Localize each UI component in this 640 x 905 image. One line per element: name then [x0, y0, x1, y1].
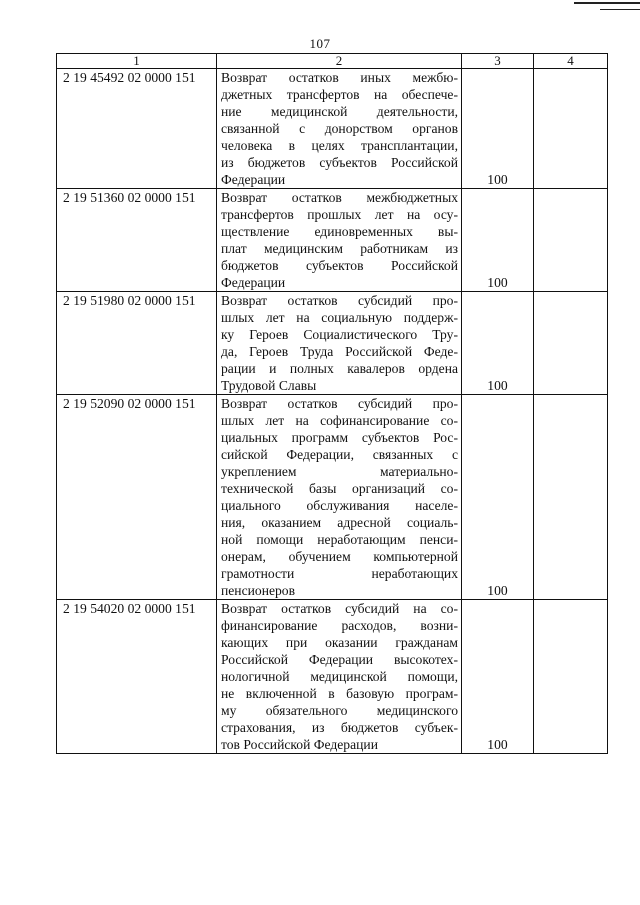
description-line: циальных программ субъектов Рос- [221, 430, 458, 445]
description-line: трансфертов прошлых лет на осу- [221, 207, 458, 222]
description-line: да, Героев Труда Российской Феде- [221, 344, 458, 359]
description-line: ществление единовременных вы- [221, 224, 458, 239]
table-row [57, 292, 608, 395]
description-cell [217, 69, 462, 189]
description-line: бюджетов субъектов Российской [221, 258, 458, 273]
description-line: Трудовой Славы [221, 378, 317, 393]
budget-code-cell: 2 19 51360 02 0000 151 [57, 189, 217, 292]
description-cell [217, 600, 462, 754]
amount-cell: 100 [462, 395, 534, 600]
budget-codes-table [56, 53, 608, 754]
amount-cell: 100 [462, 600, 534, 754]
column-header-2: 2 [217, 54, 462, 69]
column-header-3: 3 [462, 54, 534, 69]
table-row [57, 600, 608, 754]
page-number: 107 [309, 36, 331, 51]
description-line: ку Героев Социалистического Тру- [221, 327, 458, 342]
description-line: человека в целях трансплантации, [221, 138, 458, 153]
description-line: плат медицинским работникам из [221, 241, 458, 256]
description-line: Возврат остатков иных межбю- [221, 70, 458, 85]
description-line: Возврат остатков межбюджетных [221, 190, 458, 205]
description-line: онерам, обучением компьютерной [221, 549, 458, 564]
budget-code-cell: 2 19 54020 02 0000 151 [57, 600, 217, 754]
description-line: рации и полных кавалеров ордена [221, 361, 458, 376]
column-header-4: 4 [534, 54, 608, 69]
description-line: ной помощи неработающим пенси- [221, 532, 458, 547]
table-row [57, 395, 608, 600]
budget-code-cell: 2 19 51980 02 0000 151 [57, 292, 217, 395]
amount-cell: 100 [462, 292, 534, 395]
description-line: тов Российской Федерации [221, 737, 378, 752]
description-line: джетных трансфертов на обеспече- [221, 87, 458, 102]
column-4-cell [534, 600, 608, 754]
description-line: финансирование расходов, возни- [221, 618, 458, 633]
description-line: связанной с донорством органов [221, 121, 458, 136]
column-4-cell [534, 189, 608, 292]
description-cell [217, 189, 462, 292]
description-line: шлых лет на социальную поддерж- [221, 310, 458, 325]
table-row [57, 69, 608, 189]
column-4-cell [534, 395, 608, 600]
description-line: шлых лет на софинансирование со- [221, 413, 458, 428]
description-line: не включенной в базовую програм- [221, 686, 458, 701]
description-line: циального обслуживания населе- [221, 498, 458, 513]
description-line: Федерации [221, 172, 286, 187]
description-line: укреплением материально- [221, 464, 458, 479]
description-line: пенсионеров [221, 583, 296, 598]
description-line: ния, оказанием адресной социаль- [221, 515, 458, 530]
description-line: Возврат остатков субсидий про- [221, 396, 458, 411]
column-4-cell [534, 69, 608, 189]
description-cell [217, 292, 462, 395]
description-line: страхования, из бюджетов субъек- [221, 720, 458, 735]
amount-cell: 100 [462, 69, 534, 189]
table-header-row [57, 54, 608, 69]
description-line: из бюджетов субъектов Российской [221, 155, 458, 170]
scan-corner-mark [570, 0, 640, 12]
column-4-cell [534, 292, 608, 395]
budget-code-cell: 2 19 45492 02 0000 151 [57, 69, 217, 189]
description-line: Российской Федерации высокотех- [221, 652, 458, 667]
description-line: Возврат остатков субсидий на со- [221, 601, 458, 616]
amount-cell: 100 [462, 189, 534, 292]
budget-code-cell: 2 19 52090 02 0000 151 [57, 395, 217, 600]
description-line: кающих при оказании гражданам [221, 635, 458, 650]
description-line: нологичной медицинской помощи, [221, 669, 458, 684]
description-cell [217, 395, 462, 600]
description-line: му обязательного медицинского [221, 703, 458, 718]
column-header-1: 1 [57, 54, 217, 69]
description-line: сийской Федерации, связанных с [221, 447, 458, 462]
table-row [57, 189, 608, 292]
description-line: Возврат остатков субсидий про- [221, 293, 458, 308]
description-line: Федерации [221, 275, 286, 290]
description-line: грамотности неработающих [221, 566, 458, 581]
description-line: ние медицинской деятельности, [221, 104, 458, 119]
description-line: технической базы организаций со- [221, 481, 458, 496]
